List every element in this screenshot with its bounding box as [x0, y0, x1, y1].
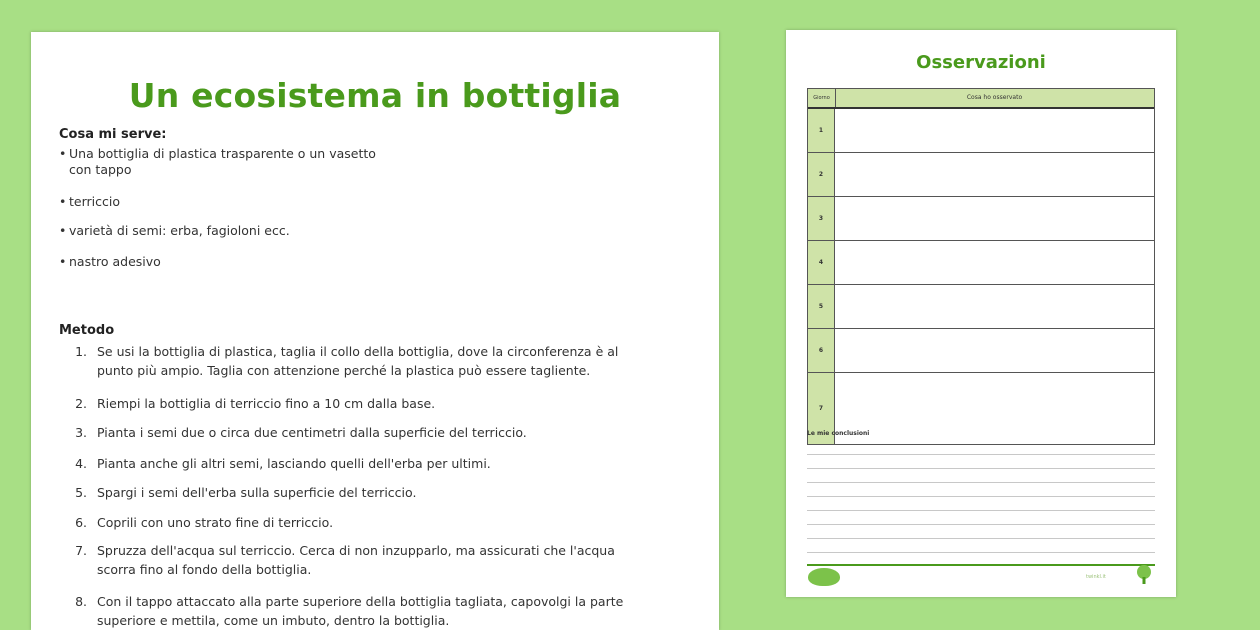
- step-number: 7.: [75, 543, 87, 558]
- step-text-cont: punto più ampio. Taglia con attenzione perché la plastica può essere tagliente.: [97, 363, 591, 378]
- step-number: 8.: [75, 594, 87, 609]
- step-text: Se usi la bottiglia di plastica, taglia il collo della bottiglia, dove la circonferenza è al: [97, 344, 619, 359]
- method-step: [61, 483, 681, 502]
- worksheet-page-observations: [786, 30, 1176, 597]
- step-number: 4.: [75, 456, 87, 471]
- step-text: Spargi i semi dell'erba sulla superficie del terriccio.: [97, 485, 417, 500]
- method-step: [61, 541, 681, 579]
- method-step: [61, 423, 681, 442]
- materials-heading: Cosa mi serve:: [59, 127, 167, 142]
- table-row: [808, 329, 1154, 373]
- writing-line: [807, 482, 1155, 483]
- method-step: [61, 394, 681, 413]
- step-text: Pianta anche gli altri semi, lasciando quelli dell'erba per ultimi.: [97, 456, 491, 471]
- observations-table: [807, 88, 1155, 445]
- method-step: [61, 342, 681, 380]
- writing-line: [807, 468, 1155, 469]
- material-item: • Una bottiglia di plastica trasparente o un vasetto con tappo: [59, 146, 376, 177]
- material-item-text: nastro adesivo: [69, 254, 161, 269]
- step-number: 6.: [75, 515, 87, 530]
- footer-divider: [807, 564, 1155, 566]
- table-row: [808, 153, 1154, 197]
- worksheet-title: Un ecosistema in bottiglia: [128, 76, 622, 115]
- step-text: Con il tappo attaccato alla parte superiore della bottiglia tagliata, capovolgi la parte: [97, 594, 624, 609]
- step-number: 5.: [75, 485, 87, 500]
- step-number: 3.: [75, 425, 87, 440]
- row-day-number: 2: [808, 153, 835, 196]
- writing-line: [807, 538, 1155, 539]
- step-text: Spruzza dell'acqua sul terriccio. Cerca di non inzupparlo, ma assicurati che l'acqua: [97, 543, 615, 558]
- row-day-number: 4: [808, 241, 835, 284]
- step-text: Riempi la bottiglia di terriccio fino a 10 cm dalla base.: [97, 396, 436, 411]
- step-number: 1.: [75, 344, 87, 359]
- row-day-number: 3: [808, 197, 835, 240]
- step-text: Pianta i semi due o circa due centimetri dalla superficie del terriccio.: [97, 425, 527, 440]
- table-row: [808, 109, 1154, 153]
- footer-site-text: twinkl.it: [1086, 574, 1106, 580]
- writing-line: [807, 552, 1155, 553]
- table-row: [808, 285, 1154, 329]
- material-item-text-cont: con tappo: [69, 162, 132, 177]
- writing-line: [807, 454, 1155, 455]
- column-header-day: Giorno: [808, 89, 836, 107]
- material-item: • terriccio: [59, 194, 120, 209]
- table-row: [808, 197, 1154, 241]
- row-day-number: 7: [808, 373, 835, 444]
- conclusions-label: Le mie conclusioni: [807, 430, 870, 437]
- method-step: [61, 454, 681, 473]
- step-text: Coprili con uno strato fine di terriccio.: [97, 515, 334, 530]
- material-item: • varietà di semi: erba, fagioloni ecc.: [59, 223, 290, 238]
- method-step: [61, 513, 681, 532]
- twinkl-logo-icon: [808, 568, 840, 586]
- observations-title: Osservazioni: [916, 52, 1046, 73]
- material-item-text: varietà di semi: erba, fagioloni ecc.: [69, 223, 290, 238]
- step-text-cont: superiore e mettila, come un imbuto, dentro la bottiglia.: [97, 613, 450, 628]
- worksheet-page-instructions: [31, 32, 719, 630]
- material-item-text: terriccio: [69, 194, 120, 209]
- writing-line: [807, 496, 1155, 497]
- method-heading: Metodo: [59, 323, 115, 338]
- method-step: [61, 592, 681, 630]
- writing-line: [807, 510, 1155, 511]
- table-row: [808, 241, 1154, 285]
- step-text-cont: scorra fino al fondo della bottiglia.: [97, 562, 312, 577]
- recycle-tree-icon: [1134, 564, 1154, 586]
- step-number: 2.: [75, 396, 87, 411]
- table-header: [808, 89, 1154, 109]
- row-day-number: 5: [808, 285, 835, 328]
- row-day-number: 1: [808, 109, 835, 152]
- material-item-text: Una bottiglia di plastica trasparente o un vasetto: [69, 146, 376, 161]
- row-day-number: 6: [808, 329, 835, 372]
- column-header-observed: Cosa ho osservato: [966, 94, 1023, 101]
- writing-line: [807, 524, 1155, 525]
- material-item: • nastro adesivo: [59, 254, 161, 269]
